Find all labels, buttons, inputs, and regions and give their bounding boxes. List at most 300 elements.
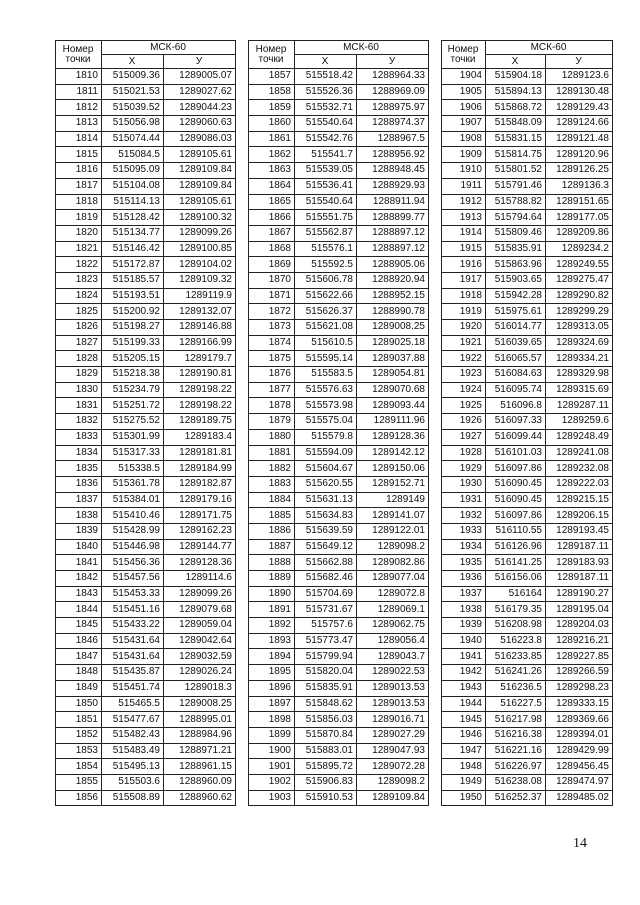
- y-coordinate-cell: 1289128.36: [164, 555, 236, 571]
- x-coordinate-cell: 515704.69: [295, 586, 357, 602]
- point-number-cell: 1861: [249, 131, 295, 147]
- y-coordinate-cell: 1289275.47: [546, 272, 613, 288]
- y-coordinate-cell: 1289022.53: [357, 665, 429, 681]
- point-number-cell: 1851: [56, 712, 102, 728]
- table-row: [442, 523, 613, 539]
- point-number-cell: 1862: [249, 147, 295, 163]
- x-coordinate-cell: 515526.36: [295, 84, 357, 100]
- point-number-cell: 1872: [249, 304, 295, 320]
- table-row: [442, 241, 613, 257]
- point-number-cell: 1912: [442, 194, 486, 210]
- y-coordinate-cell: 1289183.4: [164, 429, 236, 445]
- y-coordinate-cell: 1288984.96: [164, 727, 236, 743]
- point-number-cell: 1839: [56, 523, 102, 539]
- x-coordinate-cell: 515539.05: [295, 163, 357, 179]
- table-row: [56, 320, 236, 336]
- y-coordinate-cell: 1289032.59: [164, 649, 236, 665]
- y-coordinate-cell: 1289474.97: [546, 774, 613, 790]
- y-coordinate-cell: 1289329.98: [546, 367, 613, 383]
- table-row: [249, 759, 429, 775]
- y-coordinate-cell: 1289111.96: [357, 414, 429, 430]
- x-coordinate-cell: 515910.53: [295, 790, 357, 806]
- table-row: [56, 649, 236, 665]
- point-number-cell: 1932: [442, 508, 486, 524]
- point-number-cell: 1870: [249, 272, 295, 288]
- point-number-cell: 1810: [56, 69, 102, 85]
- point-number-cell: 1875: [249, 351, 295, 367]
- y-coordinate-cell: 1289429.99: [546, 743, 613, 759]
- table-row: [56, 680, 236, 696]
- x-coordinate-cell: 515562.87: [295, 225, 357, 241]
- y-coordinate-cell: 1289132.07: [164, 304, 236, 320]
- y-coordinate-cell: 1289121.48: [546, 131, 613, 147]
- x-coordinate-cell: 516223.8: [486, 633, 546, 649]
- x-coordinate-cell: 516065.57: [486, 351, 546, 367]
- x-coordinate-cell: 516164: [486, 586, 546, 602]
- table-row: [249, 539, 429, 555]
- x-coordinate-cell: 516014.77: [486, 320, 546, 336]
- x-coordinate-cell: 515662.88: [295, 555, 357, 571]
- x-coordinate-cell: 515465.5: [102, 696, 164, 712]
- table-row: [56, 696, 236, 712]
- table-row: [442, 398, 613, 414]
- point-number-cell: 1824: [56, 288, 102, 304]
- y-coordinate-cell: 1288975.97: [357, 100, 429, 116]
- x-coordinate-cell: 515620.55: [295, 476, 357, 492]
- y-coordinate-cell: 1289044.23: [164, 100, 236, 116]
- table-row: [442, 586, 613, 602]
- table-row: [442, 131, 613, 147]
- x-coordinate-cell: 515541.7: [295, 147, 357, 163]
- table-row: [442, 100, 613, 116]
- point-number-cell: 1902: [249, 774, 295, 790]
- y-coordinate-cell: 1289190.81: [164, 367, 236, 383]
- point-number-cell: 1878: [249, 398, 295, 414]
- point-number-cell: 1906: [442, 100, 486, 116]
- table-row: [442, 288, 613, 304]
- table-row: [442, 367, 613, 383]
- x-coordinate-cell: 515410.46: [102, 508, 164, 524]
- y-coordinate-cell: 1289105.61: [164, 194, 236, 210]
- x-coordinate-cell: 515218.38: [102, 367, 164, 383]
- x-coordinate-cell: 515205.15: [102, 351, 164, 367]
- point-number-cell: 1835: [56, 461, 102, 477]
- y-coordinate-cell: 1289183.93: [546, 555, 613, 571]
- point-number-cell: 1934: [442, 539, 486, 555]
- y-coordinate-cell: 1289177.05: [546, 210, 613, 226]
- x-coordinate-cell: 515848.09: [486, 116, 546, 132]
- point-number-cell: 1843: [56, 586, 102, 602]
- x-coordinate-cell: 515835.91: [486, 241, 546, 257]
- table-row: [442, 571, 613, 587]
- y-coordinate-cell: 1289369.66: [546, 712, 613, 728]
- table-row: [56, 492, 236, 508]
- y-coordinate-cell: 1289042.64: [164, 633, 236, 649]
- point-number-cell: 1945: [442, 712, 486, 728]
- point-number-cell: 1859: [249, 100, 295, 116]
- x-coordinate-cell: 515575.04: [295, 414, 357, 430]
- point-number-cell: 1933: [442, 523, 486, 539]
- x-coordinate-cell: 515056.98: [102, 116, 164, 132]
- point-number-cell: 1860: [249, 116, 295, 132]
- y-coordinate-cell: 1289259.6: [546, 414, 613, 430]
- point-number-cell: 1817: [56, 178, 102, 194]
- table-row: [56, 790, 236, 806]
- table-row: [56, 210, 236, 226]
- table-row: [442, 414, 613, 430]
- x-coordinate-cell: 515451.74: [102, 680, 164, 696]
- point-number-cell: 1915: [442, 241, 486, 257]
- point-number-cell: 1928: [442, 445, 486, 461]
- y-coordinate-cell: 1289109.32: [164, 272, 236, 288]
- table-row: [249, 241, 429, 257]
- y-coordinate-cell: 1289062.75: [357, 618, 429, 634]
- point-number-cell: 1841: [56, 555, 102, 571]
- table-row: [442, 712, 613, 728]
- x-coordinate-cell: 515234.79: [102, 382, 164, 398]
- x-coordinate-cell: 515682.46: [295, 571, 357, 587]
- table-row: [56, 571, 236, 587]
- x-coordinate-cell: 515185.57: [102, 272, 164, 288]
- point-number-cell: 1894: [249, 649, 295, 665]
- point-number-cell: 1900: [249, 743, 295, 759]
- point-number-cell: 1874: [249, 335, 295, 351]
- point-number-cell: 1864: [249, 178, 295, 194]
- y-coordinate-cell: 1288911.94: [357, 194, 429, 210]
- y-coordinate-cell: 1289151.65: [546, 194, 613, 210]
- table-row: [442, 680, 613, 696]
- table-row: [442, 555, 613, 571]
- y-coordinate-cell: 1289013.53: [357, 680, 429, 696]
- y-coordinate-cell: 1289037.88: [357, 351, 429, 367]
- table-row: [442, 210, 613, 226]
- point-number-cell: 1918: [442, 288, 486, 304]
- point-number-cell: 1883: [249, 476, 295, 492]
- x-coordinate-cell: 515542.76: [295, 131, 357, 147]
- y-coordinate-cell: 1289198.22: [164, 398, 236, 414]
- point-number-cell: 1812: [56, 100, 102, 116]
- table-row: [249, 492, 429, 508]
- point-number-cell: 1845: [56, 618, 102, 634]
- coordinate-system-header: МСК-60: [295, 41, 429, 55]
- x-coordinate-cell: 515870.84: [295, 727, 357, 743]
- x-coordinate-cell: 516084.63: [486, 367, 546, 383]
- y-coordinate-cell: 1288964.33: [357, 69, 429, 85]
- table-row: [442, 304, 613, 320]
- point-number-cell: 1938: [442, 602, 486, 618]
- point-number-cell: 1936: [442, 571, 486, 587]
- x-coordinate-cell: 516226.97: [486, 759, 546, 775]
- x-coordinate-cell: 515104.08: [102, 178, 164, 194]
- y-coordinate-cell: 1289025.18: [357, 335, 429, 351]
- point-number-cell: 1866: [249, 210, 295, 226]
- table-row: [249, 320, 429, 336]
- y-coordinate-cell: 1289215.15: [546, 492, 613, 508]
- y-coordinate-cell: 1289123.6: [546, 69, 613, 85]
- x-coordinate-cell: 515435.87: [102, 665, 164, 681]
- table-row: [56, 335, 236, 351]
- point-number-cell: 1837: [56, 492, 102, 508]
- x-coordinate-cell: 515483.49: [102, 743, 164, 759]
- y-coordinate-cell: 1288990.78: [357, 304, 429, 320]
- point-number-cell: 1852: [56, 727, 102, 743]
- point-number-cell: 1846: [56, 633, 102, 649]
- y-coordinate-cell: 1289324.69: [546, 335, 613, 351]
- x-coordinate-cell: 515193.51: [102, 288, 164, 304]
- point-number-cell: 1939: [442, 618, 486, 634]
- y-coordinate-cell: 1289184.99: [164, 461, 236, 477]
- point-number-cell: 1947: [442, 743, 486, 759]
- table-row: [442, 194, 613, 210]
- y-coordinate-cell: 1289100.85: [164, 241, 236, 257]
- x-coordinate-cell: 516099.44: [486, 429, 546, 445]
- x-coordinate-cell: 515128.42: [102, 210, 164, 226]
- point-number-cell: 1917: [442, 272, 486, 288]
- point-number-cell: 1944: [442, 696, 486, 712]
- table-row: [442, 492, 613, 508]
- x-header: X: [486, 55, 546, 69]
- table-row: [442, 743, 613, 759]
- table-row: [56, 727, 236, 743]
- table-row: [249, 84, 429, 100]
- x-coordinate-cell: 515606.78: [295, 272, 357, 288]
- x-coordinate-cell: 515508.89: [102, 790, 164, 806]
- x-coordinate-cell: 515456.36: [102, 555, 164, 571]
- x-coordinate-cell: 515576.1: [295, 241, 357, 257]
- x-coordinate-cell: 515451.16: [102, 602, 164, 618]
- coordinate-system-header: МСК-60: [102, 41, 236, 55]
- point-number-cell: 1825: [56, 304, 102, 320]
- point-number-cell: 1823: [56, 272, 102, 288]
- point-number-cell: 1885: [249, 508, 295, 524]
- y-coordinate-cell: 1289098.2: [357, 774, 429, 790]
- x-coordinate-cell: 515551.75: [295, 210, 357, 226]
- table-row: [56, 508, 236, 524]
- table-row: [249, 696, 429, 712]
- x-coordinate-cell: 515820.04: [295, 665, 357, 681]
- x-coordinate-cell: 515809.46: [486, 225, 546, 241]
- y-coordinate-cell: 1289016.71: [357, 712, 429, 728]
- x-coordinate-cell: 515595.14: [295, 351, 357, 367]
- point-number-cell: 1924: [442, 382, 486, 398]
- table-row: [56, 712, 236, 728]
- x-coordinate-cell: 515903.65: [486, 272, 546, 288]
- point-number-cell: 1919: [442, 304, 486, 320]
- table-row: [249, 665, 429, 681]
- point-number-cell: 1829: [56, 367, 102, 383]
- x-coordinate-cell: 516208.98: [486, 618, 546, 634]
- point-number-cell: 1858: [249, 84, 295, 100]
- table-row: [249, 633, 429, 649]
- point-number-cell: 1815: [56, 147, 102, 163]
- x-coordinate-cell: 515540.64: [295, 116, 357, 132]
- y-coordinate-cell: 1288960.09: [164, 774, 236, 790]
- y-coordinate-cell: 1288948.45: [357, 163, 429, 179]
- x-coordinate-cell: 515631.13: [295, 492, 357, 508]
- x-coordinate-cell: 515788.82: [486, 194, 546, 210]
- x-coordinate-cell: 515453.33: [102, 586, 164, 602]
- x-coordinate-cell: 515649.12: [295, 539, 357, 555]
- point-number-cell: 1836: [56, 476, 102, 492]
- point-number-cell: 1857: [249, 69, 295, 85]
- x-coordinate-cell: 515074.44: [102, 131, 164, 147]
- point-number-cell: 1876: [249, 367, 295, 383]
- table-row: [249, 649, 429, 665]
- y-coordinate-cell: 1289013.53: [357, 696, 429, 712]
- point-number-header: Номер точки: [56, 41, 102, 69]
- x-coordinate-cell: 515536.41: [295, 178, 357, 194]
- y-coordinate-cell: 1289209.86: [546, 225, 613, 241]
- table-row: [249, 571, 429, 587]
- x-coordinate-cell: 516097.86: [486, 508, 546, 524]
- point-number-cell: 1907: [442, 116, 486, 132]
- table-row: [442, 178, 613, 194]
- point-number-cell: 1850: [56, 696, 102, 712]
- y-coordinate-cell: 1289056.4: [357, 633, 429, 649]
- y-coordinate-cell: 1288960.62: [164, 790, 236, 806]
- point-number-cell: 1877: [249, 382, 295, 398]
- y-coordinate-cell: 1288967.5: [357, 131, 429, 147]
- x-coordinate-cell: 515894.13: [486, 84, 546, 100]
- x-coordinate-cell: 515134.77: [102, 225, 164, 241]
- y-coordinate-cell: 1288920.94: [357, 272, 429, 288]
- table-row: [249, 445, 429, 461]
- table-row: [56, 555, 236, 571]
- x-coordinate-cell: 515610.5: [295, 335, 357, 351]
- y-coordinate-cell: 1289099.26: [164, 586, 236, 602]
- y-header: У: [357, 55, 429, 69]
- table-row: [56, 272, 236, 288]
- x-coordinate-cell: 515794.64: [486, 210, 546, 226]
- x-coordinate-cell: 516101.03: [486, 445, 546, 461]
- x-coordinate-cell: 515428.99: [102, 523, 164, 539]
- table-row: [249, 476, 429, 492]
- x-coordinate-cell: 515835.91: [295, 680, 357, 696]
- point-number-cell: 1926: [442, 414, 486, 430]
- y-coordinate-cell: 1288897.12: [357, 241, 429, 257]
- y-coordinate-cell: 1289100.32: [164, 210, 236, 226]
- x-coordinate-cell: 515883.01: [295, 743, 357, 759]
- x-coordinate-cell: 515621.08: [295, 320, 357, 336]
- table-row: [442, 163, 613, 179]
- y-coordinate-cell: 1289104.02: [164, 257, 236, 273]
- table-row: [56, 288, 236, 304]
- y-coordinate-cell: 1289072.28: [357, 759, 429, 775]
- point-number-cell: 1930: [442, 476, 486, 492]
- x-coordinate-cell: 515146.42: [102, 241, 164, 257]
- x-coordinate-cell: 515573.98: [295, 398, 357, 414]
- point-number-cell: 1910: [442, 163, 486, 179]
- x-coordinate-cell: 515895.72: [295, 759, 357, 775]
- table-row: [56, 382, 236, 398]
- point-number-cell: 1942: [442, 665, 486, 681]
- x-coordinate-cell: 515604.67: [295, 461, 357, 477]
- x-coordinate-cell: 515579.8: [295, 429, 357, 445]
- y-coordinate-cell: 1289149: [357, 492, 429, 508]
- x-coordinate-cell: 516156.06: [486, 571, 546, 587]
- table-row: [249, 335, 429, 351]
- x-coordinate-cell: 515114.13: [102, 194, 164, 210]
- point-number-cell: 1838: [56, 508, 102, 524]
- table-row: [442, 759, 613, 775]
- point-number-cell: 1920: [442, 320, 486, 336]
- x-coordinate-cell: 515757.6: [295, 618, 357, 634]
- x-coordinate-cell: 515634.83: [295, 508, 357, 524]
- y-header: У: [546, 55, 613, 69]
- point-number-cell: 1949: [442, 774, 486, 790]
- x-coordinate-cell: 516039.65: [486, 335, 546, 351]
- table-row: [56, 163, 236, 179]
- point-number-cell: 1840: [56, 539, 102, 555]
- table-row: [249, 712, 429, 728]
- y-coordinate-cell: 1289124.66: [546, 116, 613, 132]
- y-coordinate-cell: 1289129.43: [546, 100, 613, 116]
- table-row: [249, 178, 429, 194]
- point-number-cell: 1811: [56, 84, 102, 100]
- y-coordinate-cell: 1289018.3: [164, 680, 236, 696]
- point-number-cell: 1842: [56, 571, 102, 587]
- y-coordinate-cell: 1289093.44: [357, 398, 429, 414]
- table-row: [442, 69, 613, 85]
- x-coordinate-cell: 515518.42: [295, 69, 357, 85]
- point-number-cell: 1822: [56, 257, 102, 273]
- point-number-cell: 1847: [56, 649, 102, 665]
- x-coordinate-cell: 516141.25: [486, 555, 546, 571]
- x-coordinate-cell: 515477.67: [102, 712, 164, 728]
- table-row: [56, 69, 236, 85]
- x-coordinate-cell: 515863.96: [486, 257, 546, 273]
- table-row: [56, 147, 236, 163]
- point-number-cell: 1830: [56, 382, 102, 398]
- y-coordinate-cell: 1288929.93: [357, 178, 429, 194]
- x-header: X: [102, 55, 164, 69]
- point-number-cell: 1819: [56, 210, 102, 226]
- y-coordinate-cell: 1289047.93: [357, 743, 429, 759]
- y-coordinate-cell: 1289059.04: [164, 618, 236, 634]
- point-number-cell: 1914: [442, 225, 486, 241]
- x-coordinate-cell: 516096.8: [486, 398, 546, 414]
- point-number-cell: 1929: [442, 461, 486, 477]
- table-row: [56, 618, 236, 634]
- table-row: [249, 367, 429, 383]
- y-coordinate-cell: 1289166.99: [164, 335, 236, 351]
- point-number-cell: 1925: [442, 398, 486, 414]
- table-row: [442, 272, 613, 288]
- y-coordinate-cell: 1289008.25: [164, 696, 236, 712]
- point-number-cell: 1871: [249, 288, 295, 304]
- y-coordinate-cell: 1288956.92: [357, 147, 429, 163]
- x-coordinate-cell: 515361.78: [102, 476, 164, 492]
- x-coordinate-cell: 516090.45: [486, 476, 546, 492]
- x-coordinate-cell: 515457.56: [102, 571, 164, 587]
- table-row: [56, 178, 236, 194]
- x-header: X: [295, 55, 357, 69]
- point-number-cell: 1848: [56, 665, 102, 681]
- x-coordinate-cell: 515773.47: [295, 633, 357, 649]
- point-number-cell: 1867: [249, 225, 295, 241]
- table-row: [56, 633, 236, 649]
- y-coordinate-cell: 1289099.26: [164, 225, 236, 241]
- point-number-cell: 1886: [249, 523, 295, 539]
- page-number: 14: [573, 836, 587, 851]
- y-coordinate-cell: 1289122.01: [357, 523, 429, 539]
- table-row: [56, 414, 236, 430]
- table-row: [442, 539, 613, 555]
- x-coordinate-cell: 515251.72: [102, 398, 164, 414]
- x-coordinate-cell: 516227.5: [486, 696, 546, 712]
- point-number-cell: 1832: [56, 414, 102, 430]
- point-number-cell: 1881: [249, 445, 295, 461]
